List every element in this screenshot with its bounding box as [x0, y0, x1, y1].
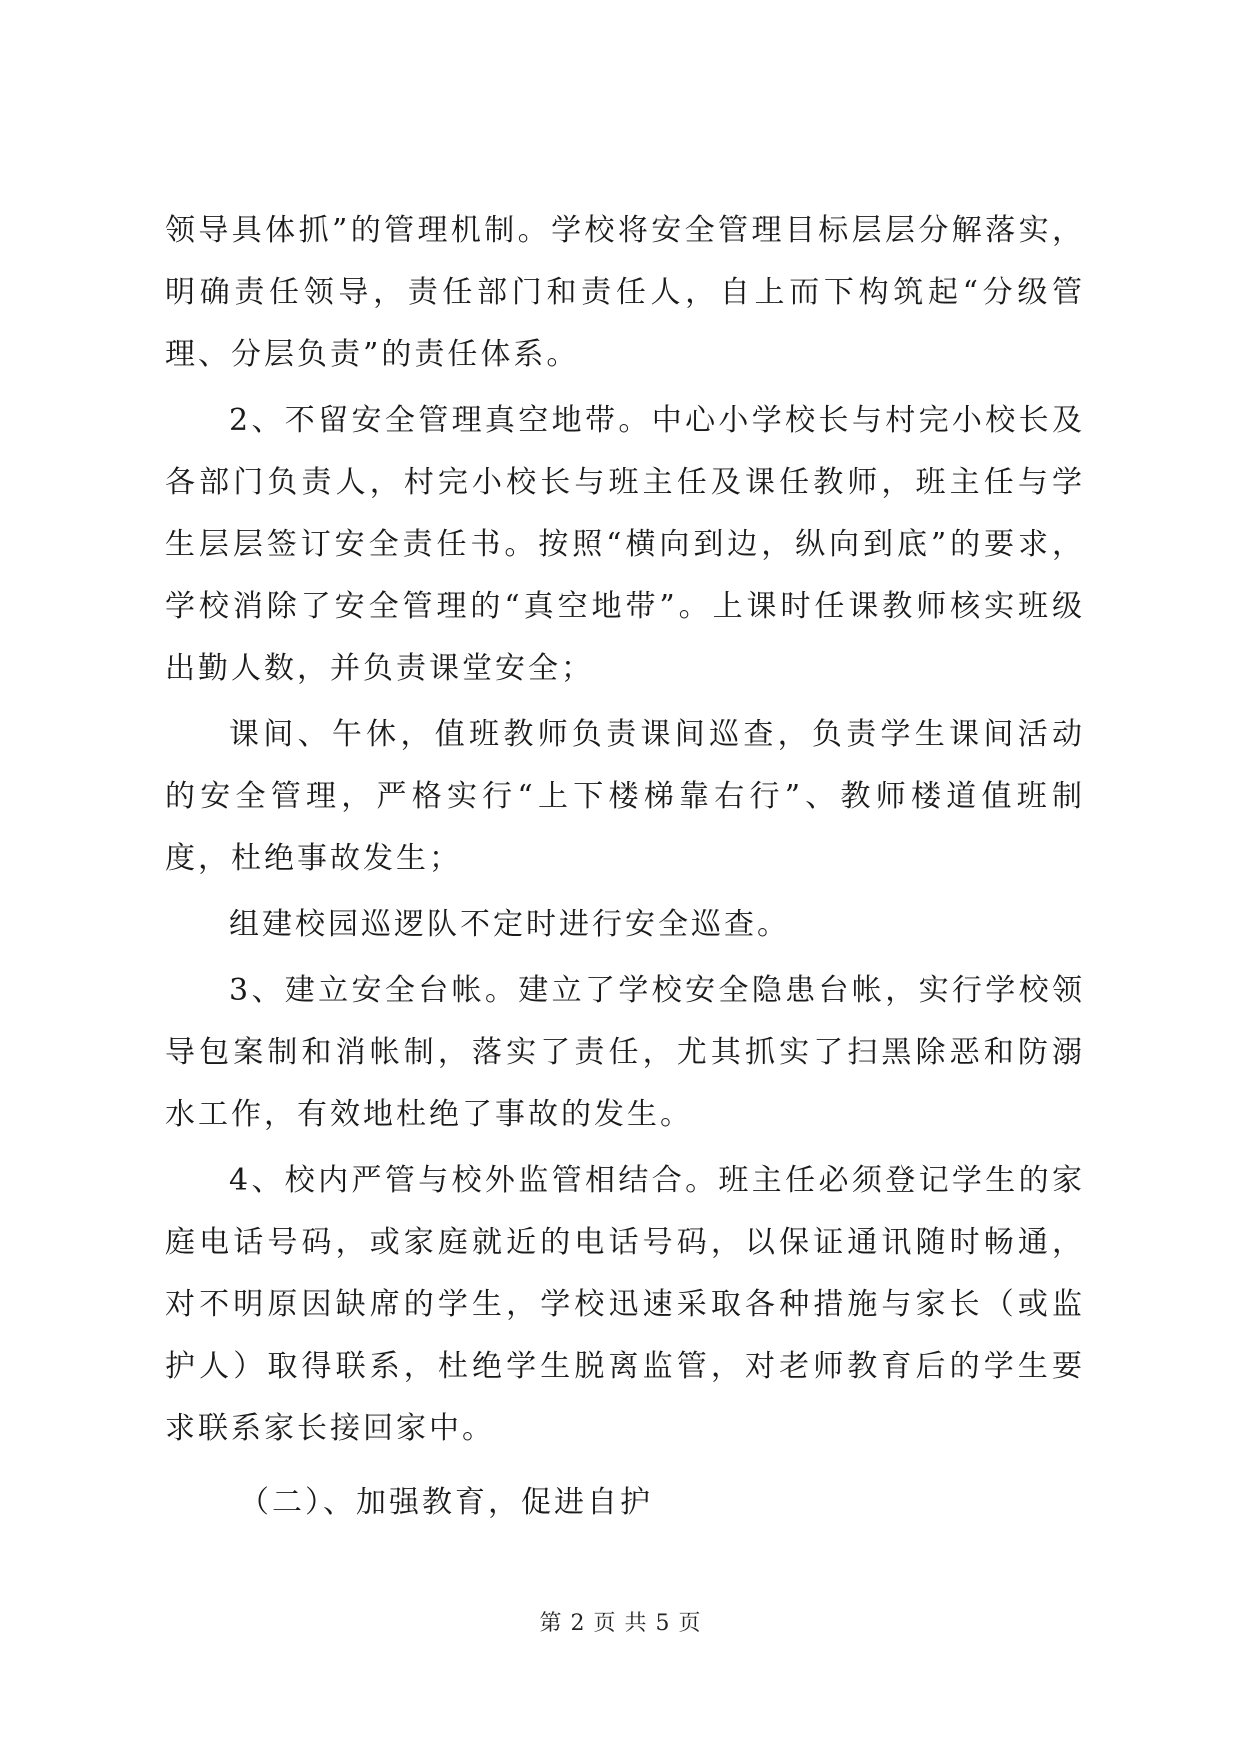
paragraph-item-2: 2、不留安全管理真空地带。中心小学校长与村完小校长及各部门负责人，村完小校长与班主任及课任教师，班主任与学生层层签订安全责任书。按照“横向到边，纵向到底”的要求，学校消除了安全管理的“真空地带”。上课时任课教师核实班级出勤人数，并负责课堂安全；: [165, 403, 1085, 686]
paragraph-continuation: 领导具体抓”的管理机制。学校将安全管理目标层层分解落实，明确责任领导，责任部门和责任人，自上而下构筑起“分级管理、分层负责”的责任体系。: [165, 213, 1085, 372]
page-number-footer: 第 2 页 共 5 页: [539, 1611, 702, 1636]
paragraph-item-3: 3、建立安全台帐。建立了学校安全隐患台帐，实行学校领导包案制和消帐制，落实了责任，尤其抓实了扫黑除恶和防溺水工作，有效地杜绝了事故的发生。: [165, 973, 1085, 1132]
paragraph-patrol-team: 组建校园巡逻队不定时进行安全巡查。: [229, 907, 790, 942]
paragraph-item-4: 4、校内严管与校外监管相结合。班主任必须登记学生的家庭电话号码，或家庭就近的电话号码，以保证通讯随时畅通，对不明原因缺席的学生，学校迅速采取各种措施与家长（或监护人）取得联系，杜绝学生脱离监管，对老师教育后的学生要求联系家长接回家中。: [165, 1163, 1085, 1446]
document-body: [165, 200, 1085, 1534]
paragraph-break-supervision: 课间、午休，值班教师负责课间巡查，负责学生课间活动的安全管理，严格实行“上下楼梯靠右行”、教师楼道值班制度，杜绝事故发生；: [165, 717, 1085, 876]
section-heading: （二）、加强教育，促进自护: [239, 1485, 653, 1520]
